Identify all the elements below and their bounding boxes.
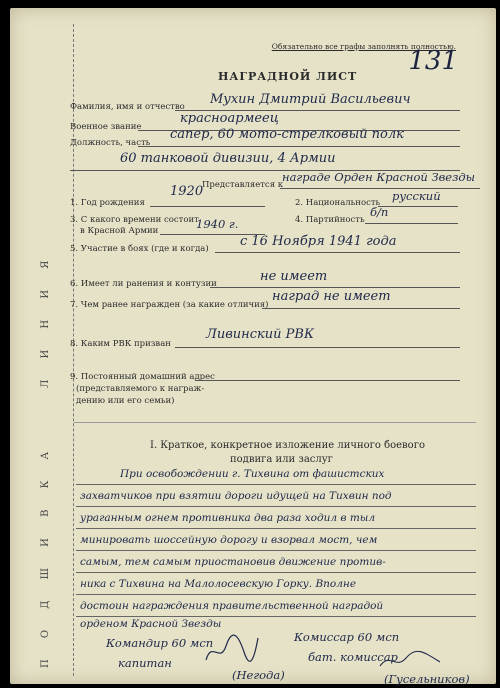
rvk-label: 8. Каким РВК призван — [70, 339, 171, 349]
body-text-line: достоин награждения правительственной наградой — [80, 600, 384, 612]
section-subtitle: подвига или заслуг — [230, 454, 333, 465]
commander-rank: капитан — [118, 656, 172, 670]
commissar-rank: бат. комиссар — [308, 650, 398, 664]
rank-value: красноармеец — [180, 111, 279, 126]
body-line — [76, 506, 476, 507]
prev-awards-label: 7. Чем ранее награжден (за какие отличия) — [70, 300, 269, 310]
position-value: сапер, 60 мото-стрелковый полк — [170, 127, 404, 142]
party-label: 4. Партийность — [295, 215, 365, 225]
presented-label: Представляется к — [202, 180, 284, 190]
body-text-line: самым, тем самым приостановив движение против- — [80, 556, 386, 568]
presented-value: награде Орден Красной Звезды — [282, 170, 476, 184]
commissar-title: Комиссар 60 мсп — [294, 630, 400, 644]
rvk-underline — [175, 347, 460, 348]
nationality-label: 2. Национальность — [295, 198, 381, 208]
position-underline — [138, 146, 460, 147]
prev-awards-underline — [262, 308, 460, 309]
prev-awards-value: наград не имеет — [272, 289, 391, 304]
party-value: б/п — [370, 205, 389, 219]
commander-signature — [202, 630, 262, 670]
address-label: 9. Постоянный домашний адрес — [70, 372, 215, 382]
army-since-label-2: в Красной Армии — [80, 226, 159, 236]
body-text-line: орденом Красной Звезды — [80, 618, 222, 630]
body-text-line: захватчиков при взятии дороги идущей на Тихвин под — [80, 490, 392, 502]
address-label-3: дению или его семьи) — [76, 396, 175, 406]
body-text-line: ураганным огнем противника два раза ходил в тыл — [80, 512, 376, 524]
address-label-2: (представляемого к награж- — [76, 384, 205, 394]
presented-underline — [280, 188, 480, 189]
birth-year-value: 1920 — [170, 184, 204, 199]
rvk-value: Ливинский РВК — [206, 327, 315, 342]
body-text-line: ника с Тихвина на Малолосевскую Горку. Вполне — [80, 578, 357, 590]
body-line — [76, 572, 476, 573]
archive-number: 131 — [408, 46, 458, 76]
nationality-underline — [378, 206, 458, 207]
award-sheet — [10, 8, 496, 684]
body-text-line: При освобождении г. Тихвина от фашистских — [120, 468, 385, 480]
position-label: Должность, часть — [70, 138, 151, 148]
margin-label-binding: П О Д Ш И В К А — [40, 442, 51, 668]
body-line — [76, 484, 476, 485]
name-label: Фамилия, имя и отчество — [70, 102, 185, 112]
mandatory-note: Обязательно все графы заполнять полностью. — [271, 42, 456, 51]
party-underline — [365, 223, 458, 224]
section-divider — [74, 422, 476, 423]
name-value: Мухин Дмитрий Васильевич — [210, 92, 411, 107]
battles-underline — [215, 252, 460, 253]
battles-label: 5. Участие в боях (где и когда) — [70, 244, 209, 254]
section-title: I. Краткое, конкретное изложение личного боевого — [150, 440, 425, 451]
page-title: НАГРАДНОЙ ЛИСТ — [218, 70, 358, 83]
wounds-label: 6. Имеет ли ранения и контузии — [70, 279, 217, 289]
position-value-2: 60 танковой дивизии, 4 Армии — [120, 151, 336, 166]
commissar-signature — [376, 648, 446, 674]
army-since-value: 1940 г. — [196, 217, 239, 231]
margin-label-line: Л И Н И Я — [40, 251, 51, 388]
nationality-value: русский — [392, 189, 441, 203]
army-since-label: 3. С какого времени состоит — [70, 215, 199, 225]
commissar-name: (Гусельников) — [384, 672, 470, 686]
battles-value: с 16 Ноября 1941 года — [240, 234, 397, 249]
address-underline — [195, 380, 460, 381]
body-line — [76, 550, 476, 551]
commander-title: Командир 60 мсп — [106, 636, 214, 650]
birth-year-label: 1. Год рождения — [70, 198, 145, 208]
body-text-line: минировать шоссейную дорогу и взорвал мост, чем — [80, 534, 378, 546]
commander-name: (Негода) — [232, 668, 285, 682]
body-line — [76, 594, 476, 595]
birth-year-underline — [150, 206, 265, 207]
rank-label: Военное звание — [70, 122, 142, 132]
wounds-value: не имеет — [260, 269, 328, 284]
body-line — [76, 528, 476, 529]
wounds-underline — [210, 287, 460, 288]
body-line — [76, 616, 476, 617]
